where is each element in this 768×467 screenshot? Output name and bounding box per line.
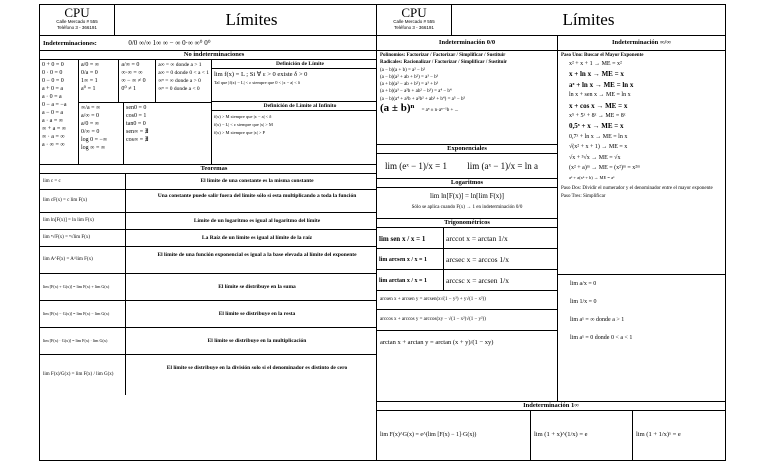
mayor-exponente-block [558, 51, 725, 233]
inf-limit: lim a/x = 0 [570, 281, 597, 287]
theorem-formula: lim F(x)/G(x) = lim F(x) / lim G(x) [40, 355, 126, 395]
def-infinite-row: f(x) > M siempre que |x| > P [214, 130, 265, 135]
one-inf-general: lim F(x)^G(x) = e^(lim [F(x) − 1]·G(x)) [377, 411, 531, 460]
theorem-formula: lim A^F(x) = A^lim F(x) [40, 247, 126, 273]
brand-name: CPU [64, 5, 90, 20]
identity: (a + b)(a² − ab + b²) = a³ + b³ [380, 82, 439, 88]
trig-left: lim arcsen x / x = 1 [377, 249, 444, 269]
me-row: x + ln x → ME = x [569, 70, 624, 79]
theorem-description: El límite de una constante es la misma constante [200, 178, 314, 184]
rule: ∞ − ∞ ≠ 0 [121, 78, 146, 84]
theorem-row [40, 328, 388, 355]
theorem-formula: lim ln[F(x)] = ln lim F(x) [40, 213, 126, 229]
theorem-row [40, 274, 388, 301]
arc-identity: arctan x + arctan y = arctan (x + y)/(1 − xy) [380, 339, 494, 346]
me-row: aˣ + a(xⁿ + b) → ME = aˣ [569, 175, 615, 181]
theorem-description: El límite se distribuye en la división solo si el denominador es distinto de cero [166, 365, 348, 371]
rule: cos0 = 1 [126, 113, 147, 119]
arc-identity: arccos x + arccos y = arccos(xy − √(1 − x²)√(1 − y²)) [377, 310, 557, 331]
log-block [377, 188, 557, 219]
brand-address: Calle Mercado # 555 [393, 19, 435, 24]
def-limit-title: Definición de Límite [212, 60, 388, 69]
page-title: Límites [225, 10, 278, 29]
rules-col-1 [40, 60, 79, 164]
rule: ∞/a = ∞ [81, 105, 101, 111]
trig-row [377, 270, 557, 291]
exponential-limits [377, 154, 557, 179]
indeterminations-forms: 0/0 ∞/∞ 1∞ ∞ − ∞ 0·∞ ∞⁰ 0⁰ [128, 39, 211, 47]
rule: 0 · 0 = 0 [42, 70, 63, 76]
one-inf-e-2: lim (1 + 1/x)ˣ = e [636, 431, 681, 438]
def-infinite-row: f(x) > M siempre que |x − a| < δ [214, 114, 272, 119]
trig-right: arccot x = arctan 1/x [446, 234, 508, 243]
rule: ∞·∞ = ∞ [121, 70, 143, 76]
brand-address: Calle Mercado # 555 [56, 19, 98, 24]
one-inf-block [377, 411, 725, 460]
rule: a/0 = ∞ [81, 62, 99, 68]
brand-phone: Teléfono 3 - 366191 [57, 24, 97, 30]
me-row: ln x + sen x → ME = ln x [569, 92, 631, 99]
def-infinite-row: f(x) − L| < ε siempre que |x| > M [214, 122, 273, 127]
ind-1-inf-title: Indeterminación 1∞ [377, 401, 725, 411]
binomial-right: = aⁿ ± n·aⁿ⁻¹b + ... [421, 108, 459, 114]
brand-phone: Teléfono 3 - 366191 [394, 24, 434, 30]
indeterminations-label: Indeterminaciones: [43, 40, 97, 47]
theorem-row [40, 247, 388, 274]
factorization-block [377, 51, 557, 145]
rule: a∞ = 0 donde 0 < a < 1 [158, 70, 209, 76]
left-column [377, 36, 558, 460]
exp-limit-e: lim (eˣ − 1)/x = 1 [385, 161, 447, 171]
theorem-row [40, 190, 388, 213]
me-row: (x² + a)ᵐ → ME = (x²)ᵐ = x²ᵐ [569, 165, 641, 172]
rule: a · a = ∞ [42, 118, 63, 124]
theorem-formula: lim [F(x) − G(x)] = lim F(x) − lim G(x) [40, 301, 126, 327]
header [40, 5, 388, 36]
theorem-description: El límite se distribuye en la multiplicación [207, 338, 307, 344]
exponenciales-title: Exponenciales [377, 145, 557, 154]
brand-box [377, 5, 452, 35]
rule: ∞ · a = ∞ [42, 134, 65, 140]
trigonometricos-title: Trigonométricos [377, 219, 557, 228]
trig-right: arcsec x = arccos 1/x [446, 255, 509, 264]
theorem-description: El límite se distribuye en la resta [218, 311, 296, 317]
def-limit-formula: lim f(x) = L ; Si ∀ ε > 0 existe δ > 0 [214, 71, 308, 78]
binomial-left: (a ± b)ⁿ [380, 102, 415, 115]
rule: a⁰ = 1 [81, 86, 96, 92]
me-row: x² + x + 1 → ME = x² [569, 61, 622, 67]
trig-right: arccsc x = arcsen 1/x [446, 276, 509, 285]
theorem-description: El límite de una función exponencial es igual a la base elevada al límite del exponente [157, 252, 357, 258]
arc-identity: arcsen x + arcsen y = arcsen(x√(1 − y²) + y√(1 − x²)) [377, 291, 557, 310]
definitions-block [212, 60, 388, 164]
theorem-row [40, 174, 388, 190]
theorem-description: El límite se distribuye en la suma [218, 284, 296, 290]
trig-row [377, 249, 557, 270]
theorem-formula: lim c = c [40, 174, 126, 189]
theorem-description: Límite de un logaritmo es igual al logaritmo del límite [193, 218, 321, 224]
identity: (a − b)(a⁴ + a³b + a²b² + ab³ + b⁴) = a⁵ − b⁵ [380, 96, 466, 102]
inf-limit: lim 1/x = 0 [570, 299, 597, 305]
inf-limit: lim aˣ = 0 donde 0 < a < 1 [570, 335, 633, 341]
theorem-formula: lim [F(x) + G(x)] = lim F(x) + lim G(x) [40, 274, 126, 300]
page-title: Límites [562, 10, 615, 29]
trig-row [377, 228, 557, 249]
trig-left: lim sen x / x = 1 [377, 228, 444, 248]
rule: sen0 = 0 [126, 105, 147, 111]
rule: a∞ = ∞ donde a > 1 [158, 62, 202, 68]
theorems-title: Teoremas [40, 165, 388, 174]
theorem-formula: lim [F(x) · G(x)] = lim F(x) · lim G(x) [40, 328, 126, 354]
brand-name: CPU [401, 5, 427, 20]
rules-block [40, 60, 388, 165]
polinomios: Polinomios: Factorizar / Factorizar / Simplificar / Sustituir [380, 53, 506, 58]
theorem-row [40, 355, 388, 395]
rule: 0/∞ = 0 [81, 129, 100, 135]
trig-left: lim arctan x / x = 1 [377, 270, 444, 290]
rule: cos∞ = ∄ [126, 137, 149, 143]
me-row: √x + ³√x → ME = √x [569, 154, 621, 161]
rule: a · ∞ = ∞ [42, 142, 65, 148]
rules-middle [79, 60, 212, 164]
paso-tres: Paso Tres: Simplificar [561, 193, 606, 199]
me-row: aˣ + ln x → ME = ln x [569, 80, 634, 89]
identity: (a − b)(a² + ab + b²) = a³ − b³ [380, 74, 439, 80]
rule: ∞ + a = ∞ [42, 126, 66, 132]
rule: sen∞ = ∄ [126, 129, 149, 135]
theorem-row [40, 230, 388, 247]
page-limits-2 [376, 4, 726, 461]
rule: 1∞ = 1 [81, 78, 98, 84]
paso-dos: Paso Dos: Dividir el numerador y el denominador entre el mayor exponente [561, 185, 713, 191]
one-inf-e-1: lim (1 + x)^(1/x) = e [531, 411, 633, 460]
radicales: Radicales: Racionalizar / Factorizar / Simplificar / Sustituir [380, 60, 508, 66]
theorem-formula: lim cF(x) = c lim F(x) [40, 190, 126, 212]
indeterminations-row [40, 36, 388, 51]
rule: 0 − 0 = 0 [42, 78, 64, 84]
me-row: √(x² + x + 1) → ME = x [569, 144, 628, 151]
theorem-row [40, 213, 388, 230]
log-note: Sólo se aplica cuando F(x) → 1 en indeterminación 0/0 [411, 205, 523, 210]
rule: 0⁰ ≠ 1 [121, 86, 137, 92]
me-row: 0,7ˣ + ln x → ME = ln x [569, 133, 628, 140]
theorem-description: La Raíz de un límite es igual al límite de la raíz [201, 235, 313, 241]
rule: log 0 = −∞ [81, 137, 108, 143]
ind-0-0-title: Indeterminación 0/0 [377, 36, 557, 51]
inf-limit: lim aˣ = ∞ donde a > 1 [570, 317, 625, 323]
brand-box [40, 5, 115, 35]
me-row: x + cos x → ME = x [569, 101, 628, 110]
header [377, 5, 725, 36]
theorem-formula: lim ⁿ√F(x) = ⁿ√lim F(x) [40, 230, 126, 246]
rule: tan0 = 0 [126, 121, 146, 127]
theorem-description: Una constante puede salir fuera del límite sólo si esta multiplicando a toda la función [157, 193, 357, 199]
log-formula: lim ln[F(x)] = ln[lim F(x)] [430, 192, 504, 200]
rule: a · 0 = a [42, 94, 62, 100]
rule: 0/a = 0 [81, 70, 98, 76]
page-limits-1 [39, 4, 389, 461]
rule: a/0 = ∞ [81, 121, 99, 127]
theorem-row [40, 301, 388, 328]
def-limit-condition: Tal que |f(x) − L| < ε siempre que 0 < |x − a| < δ [214, 80, 301, 85]
logaritmos-title: Logaritmos [377, 179, 557, 188]
def-infinite-title: Definición de Límite al Infinito [212, 102, 388, 111]
identity: (a + b)(a³ − a²b + ab² − b³) = a⁴ − b⁴ [380, 89, 452, 95]
rule: a/∞ = 0 [81, 113, 99, 119]
right-column [558, 36, 725, 460]
rule: a/∞ = 0 [121, 62, 140, 68]
exp-limit-a: lim (aˣ − 1)/x = ln a [467, 161, 538, 171]
rule: 0 + 0 = 0 [42, 62, 64, 68]
rule: a − 0 = a [42, 110, 64, 116]
rule: ∞ⁿ = 0 donde a < 0 [158, 86, 200, 92]
ind-inf-inf-title: Indeterminación ∞/∞ [558, 36, 725, 51]
me-row: 0,5ˣ + x → ME = x [569, 122, 624, 131]
rule: 0 − a = −a [42, 102, 67, 108]
paso-uno: Paso Uno: Buscar el Mayor Exponente [561, 53, 644, 58]
no-indeterminations-title: No indeterminaciones [40, 51, 388, 60]
rule: a + 0 = a [42, 86, 64, 92]
me-row: x⁵ + 5ˣ + 8ˣ → ME = 8ˣ [569, 113, 626, 120]
identity: (a − b)(a + b) = a² − b² [380, 67, 426, 73]
rule: ∞ⁿ = ∞ donde a > 0 [158, 78, 201, 84]
rule: log ∞ = ∞ [81, 145, 106, 151]
